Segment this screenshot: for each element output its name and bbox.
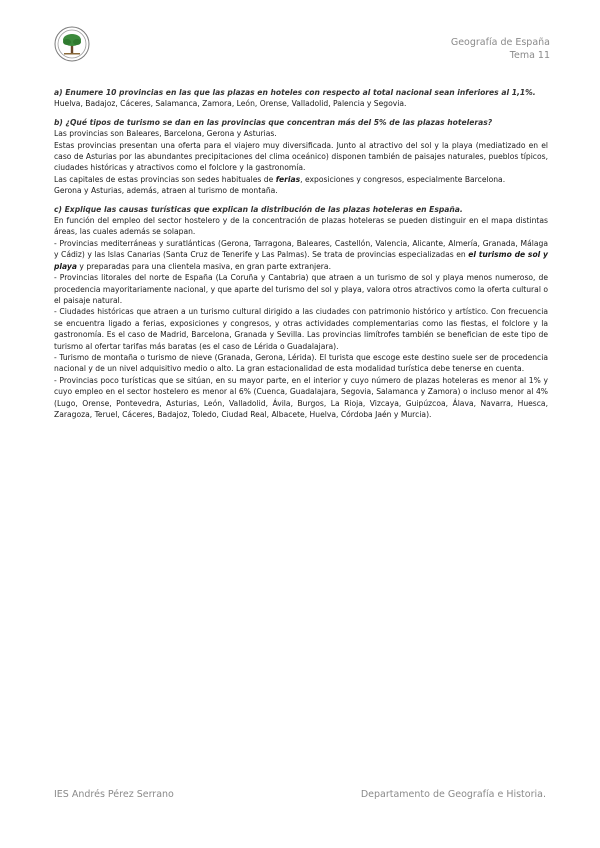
document-body <box>54 87 548 420</box>
question-b: b) ¿Qué tipos de turismo se dan en las provincias que concentran más del 5% de las plazas hoteleras? <box>54 117 493 127</box>
answer-c-item: - Provincias poco turísticas que se sitúan, en su mayor parte, en el interior y cuyo número de plazas hoteleras es menor al 1% y cuyo empleo en el sector hostelero es menor al 6% (Cuenca, Guadalajara, Segovia, Salamanca y Zamora) o incluso menor al 4% (Lugo, Orense, Pontevedra, Asturias, León, Valladolid, Ávila, Burgos, La Rioja, Vizcaya, Guipúzcoa, Álava, Navarra, Huesca, Zaragoza, Teruel, Cáceres, Badajoz, Toledo, Ciudad Real, Albacete, Huelva, Córdoba Jaén y Murcia). <box>54 375 548 419</box>
question-a: a) Enumere 10 provincias en las que las plazas en hoteles con respecto al total nacional sean inferiores al 1,1%. <box>54 88 536 97</box>
header-subject: Geografía de España <box>450 37 550 48</box>
answer-c-intro: En función del empleo del sector hostelero y de la concentración de plazas hoteleras se pueden distinguir en el mapa distintas áreas, las cuales además se solapan. <box>54 216 548 237</box>
page-header <box>451 36 550 62</box>
answer-c-item: - Turismo de montaña o turismo de nieve (Granada, Gerona, Lérida). El turista que escoge este destino suele ser de procedencia nacional y de un nivel adquisitivo medio o alto. La gran estacionalidad de esta modalidad turística debe tenerse en cuenta. <box>54 352 548 374</box>
answer-b-paragraph: Las provincias son Baleares, Barcelona, Gerona y Asturias. <box>54 129 277 139</box>
footer-department: Departamento de Geografía e Historia. <box>360 789 546 800</box>
header-unit: Tema 11 <box>509 50 550 61</box>
question-c: c) Explique las causas turísticas que explican la distribución de las plazas hoteleras en España. <box>54 204 463 214</box>
answer-c-item: - Provincias mediterráneas y suratlánticas (Gerona, Tarragona, Baleares, Castellón, Valencia, Alicante, Almería, Granada, Málaga y Cádiz) y las Islas Canarias (Santa Cruz de Tenerife y Las Palmas). Se trata de provincias especializadas en el turismo de sol y playa y preparadas para una clientela masiva, en gran parte extranjera. <box>54 238 548 271</box>
answer-a: Huelva, Badajoz, Cáceres, Salamanca, Zamora, León, Orense, Valladolid, Palencia y Segovia. <box>54 99 407 109</box>
answer-b-paragraph: Estas provincias presentan una oferta para el viajero muy diversificada. Junto al atractivo del sol y la playa (mediatizado en el caso de Asturias por las abundantes precipitaciones del clima oceánico) disponen también de paisajes naturales, pueblos típicos, ciudades históricas y atractivos como el folclore y la gastronomía. <box>54 140 548 173</box>
answer-c-item: - Ciudades históricas que atraen a un turismo cultural dirigido a las ciudades con patrimonio histórico y artístico. Con frecuencia se encuentra ligado a ferias, exposiciones y congresos, y otras actividades complementarias como las fiestas, el folclore y la gastronomía. Es el caso de Madrid, Barcelona, Granada y Sevilla. Las provincias limítrofes también se benefician de este tipo de turismo al ofertar tarifas más baratas (es el caso de Lérida o Guadalajara). <box>54 307 548 351</box>
answer-b-paragraph: Gerona y Asturias, además, atraen al turismo de montaña. <box>54 186 278 196</box>
answer-c-item: - Provincias litorales del norte de España (La Coruña y Cantabria) que atraen a un turismo de sol y playa menos numeroso, de procedencia mayoritariamente nacional, y que aparte del turismo del sol y playa, valora otros atractivos como la oferta cultural o el paisaje natural. <box>54 273 548 305</box>
answer-b-paragraph: Las capitales de estas provincias son sedes habituales de ferias, exposiciones y congresos, especialmente Barcelona. <box>54 174 506 184</box>
footer-school: IES Andrés Pérez Serrano <box>54 789 174 800</box>
school-logo-icon <box>54 26 90 62</box>
